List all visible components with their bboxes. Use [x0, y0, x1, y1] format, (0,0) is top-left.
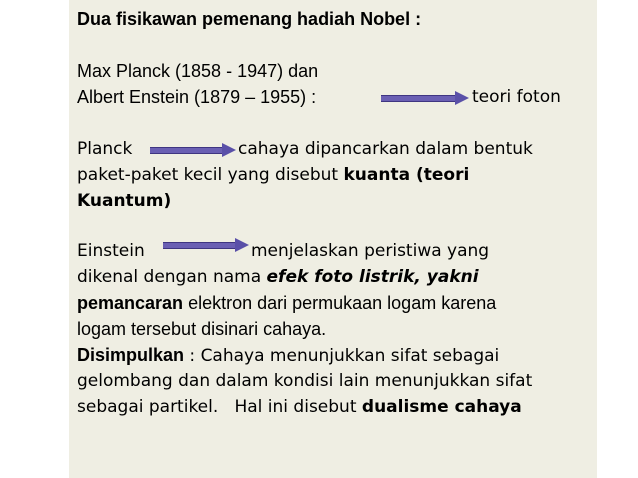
arrow-icon	[163, 238, 249, 252]
disimpulkan-bold: Disimpulkan	[77, 345, 185, 365]
arrow-icon	[150, 143, 236, 157]
paket-line	[77, 162, 469, 188]
gelombang-line: gelombang dan dalam kondisi lain menunjukkan sifat	[77, 371, 533, 391]
elektron-text: elektron dari permukaan logam karena	[183, 293, 497, 313]
planck-years-line: Max Planck (1858 - 1947) dan	[77, 61, 319, 81]
kuanta-bold: kuanta (teori	[343, 165, 470, 185]
slide-title: Dua fisikawan pemenang hadiah Nobel :	[77, 9, 422, 29]
teori-foton-label: teori foton	[472, 87, 561, 107]
dikenal-line	[77, 264, 479, 290]
arrow-icon	[381, 91, 469, 105]
partikel-text: sebagai partikel. Hal ini disebut	[77, 397, 362, 417]
disimpulkan-text: : Cahaya menunjukkan sifat sebagai	[184, 346, 500, 366]
disimpulkan-line	[77, 342, 499, 369]
dikenal-text: dikenal dengan nama	[77, 267, 267, 287]
efek-foto-listrik-bold: efek foto listrik, yakni	[266, 267, 479, 287]
planck-label: Planck	[77, 139, 133, 159]
pemancaran-line	[77, 290, 496, 316]
pemancaran-bold: pemancaran	[77, 293, 184, 313]
partikel-line	[77, 394, 522, 420]
einstein-description: menjelaskan peristiwa yang	[251, 241, 490, 261]
logam-line: logam tersebut disinari cahaya.	[77, 319, 327, 339]
paket-text: paket-paket kecil yang disebut	[77, 165, 344, 185]
dualisme-cahaya-bold: dualisme cahaya	[361, 397, 522, 417]
einstein-label: Einstein	[77, 241, 145, 261]
kuantum-line: Kuantum)	[77, 191, 172, 211]
planck-description: cahaya dipancarkan dalam bentuk	[238, 139, 533, 159]
einstein-years-line: Albert Enstein (1879 – 1955) :	[77, 87, 317, 107]
